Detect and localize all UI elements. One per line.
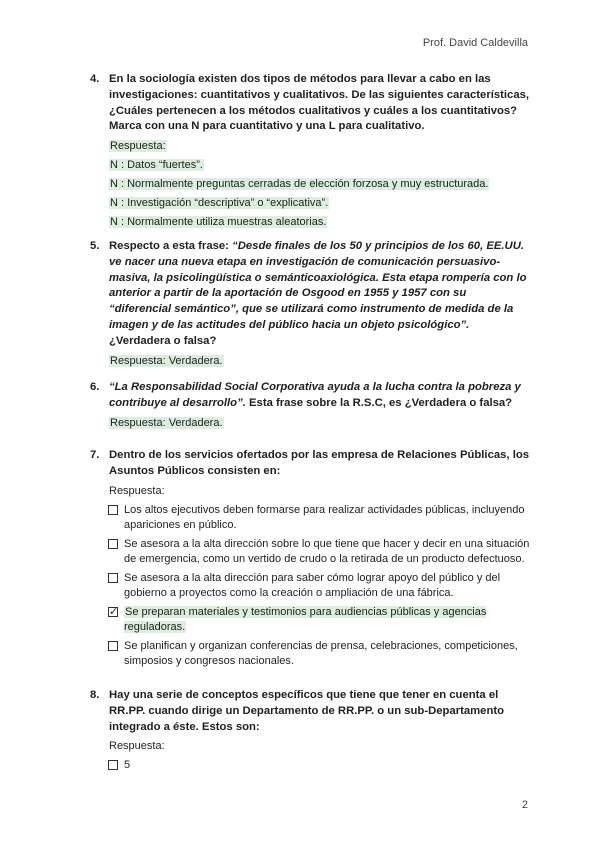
- option-text: Los altos ejecutivos deben formarse para realizar actividades públicas, incluyendo apariciones en público.: [124, 503, 525, 531]
- option-row[interactable]: [108, 537, 530, 567]
- answer-line: N : Normalmente preguntas cerradas de elección forzosa y muy estructurada.: [110, 178, 489, 191]
- response-label: Respuesta:: [109, 740, 165, 753]
- checkbox-unchecked[interactable]: [108, 641, 118, 651]
- question-text: Respecto a esta frase: “Desde finales de los 50 y principios de los 60, EE.UU. ve nacer una nueva etapa en investigación de comunicación persuasivo-masiva, la psicolingüística o semánticoaxiológica. Esta etapa rompería con lo anterior a partir de la aportación de Osgood en 1955 y 1957 con su “diferencial semántico”, que se utilizará como instrumento de medida de la imagen y de las actitudes del público hacia un objeto psicológico”. ¿Verdadera o falsa?: [109, 240, 527, 347]
- question-text: Dentro de los servicios ofertados por las empresa de Relaciones Públicas, los Asuntos Públicos consisten en:: [109, 449, 530, 477]
- answer-text: Respuesta: Verdadera.: [110, 354, 223, 367]
- question-number: 6.: [90, 381, 100, 393]
- option-row[interactable]: [108, 639, 530, 669]
- option-text: Se preparan materiales y testimonios para audiencias públicas y agencias reguladoras.: [124, 605, 487, 633]
- option-row[interactable]: [108, 571, 530, 601]
- answer-block: [109, 416, 530, 431]
- answer-block: [109, 484, 530, 499]
- answer-block: [109, 739, 530, 754]
- option-row[interactable]: [108, 503, 530, 533]
- answer-text: Respuesta: Verdadera.: [110, 416, 223, 429]
- answer-block: [109, 139, 530, 230]
- checkbox-unchecked[interactable]: [108, 505, 118, 515]
- option-text: Se asesora a la alta dirección para saber cómo lograr apoyo del público y del gobierno a proyectos como la creación o ampliación de una fábrica.: [124, 571, 501, 599]
- response-label: Respuesta:: [110, 140, 166, 153]
- checkbox-unchecked[interactable]: [108, 539, 118, 549]
- question-number: 7.: [90, 449, 100, 461]
- quoted-statement: “Desde finales de los 50 y principios de los 60, EE.UU. ve nacer una nueva etapa en investigación de comunicación persuasivo-masiva, la psicolingüística o semánticoaxiológica. Esta etapa rompería con lo anterior a partir de la aportación de Osgood en 1955 y 1957 con su “diferencial semántico”, que se utilizará como instrumento de medida de la imagen y de las actitudes del público hacia un objeto psicológico”.: [109, 240, 527, 331]
- question-4: [90, 72, 530, 230]
- question-7: [90, 448, 530, 669]
- quoted-statement: “La Responsabilidad Social Corporativa ayuda a la lucha contra la pobreza y contribuye al desarrollo”.: [109, 381, 521, 409]
- option-text: 5: [124, 759, 131, 772]
- option-row[interactable]: [108, 758, 530, 773]
- question-6: [90, 380, 530, 431]
- checkbox-checked-icon[interactable]: [108, 607, 118, 617]
- question-text: Hay una serie de conceptos específicos que tiene que tener en cuenta el RR.PP. cuando dirige un Departamento de RR.PP. o un sub-Departamento integrado a éste. Estos son:: [109, 689, 505, 733]
- question-text: “La Responsabilidad Social Corporativa ayuda a la lucha contra la pobreza y contribuye al desarrollo”. Esta frase sobre la R.S.C, es ¿Verdadera o falsa?: [109, 381, 521, 409]
- response-label: Respuesta:: [109, 484, 165, 497]
- option-text: Se asesora a la alta dirección sobre lo que tiene que hacer y decir en una situación de emergencia, como un vertido de crudo o la retirada de un producto defectuoso.: [124, 537, 530, 565]
- answer-line: N : Datos “fuertes”.: [110, 159, 203, 172]
- checkbox-unchecked[interactable]: [108, 760, 118, 770]
- checkbox-unchecked[interactable]: [108, 573, 118, 583]
- option-text: Se planifican y organizan conferencias de prensa, celebraciones, competiciones, simposios y congresos nacionales.: [124, 639, 518, 667]
- answer-block: [109, 354, 530, 369]
- answer-line: N : Normalmente utiliza muestras aleatorias.: [110, 216, 327, 229]
- question-number: 5.: [90, 240, 100, 252]
- answer-line: N : Investigación “descriptiva” o “explicativa”.: [110, 197, 329, 210]
- page-header-author: Prof. David Caldevilla: [422, 37, 528, 49]
- option-row-selected[interactable]: [108, 605, 530, 635]
- question-8: [90, 688, 530, 773]
- page-number: 2: [521, 799, 528, 811]
- question-number: 4.: [90, 73, 100, 85]
- question-text: En la sociología existen dos tipos de métodos para llevar a cabo en las investigaciones: cuantitativos y cualitativos. De las siguientes características, ¿Cuáles pertenecen a los métodos cualitativos y cuáles a los cuantitativos? Marca con una N para cuantitativo y una L para cualitativo.: [109, 73, 530, 133]
- question-number: 8.: [90, 689, 100, 701]
- question-5: [90, 239, 530, 369]
